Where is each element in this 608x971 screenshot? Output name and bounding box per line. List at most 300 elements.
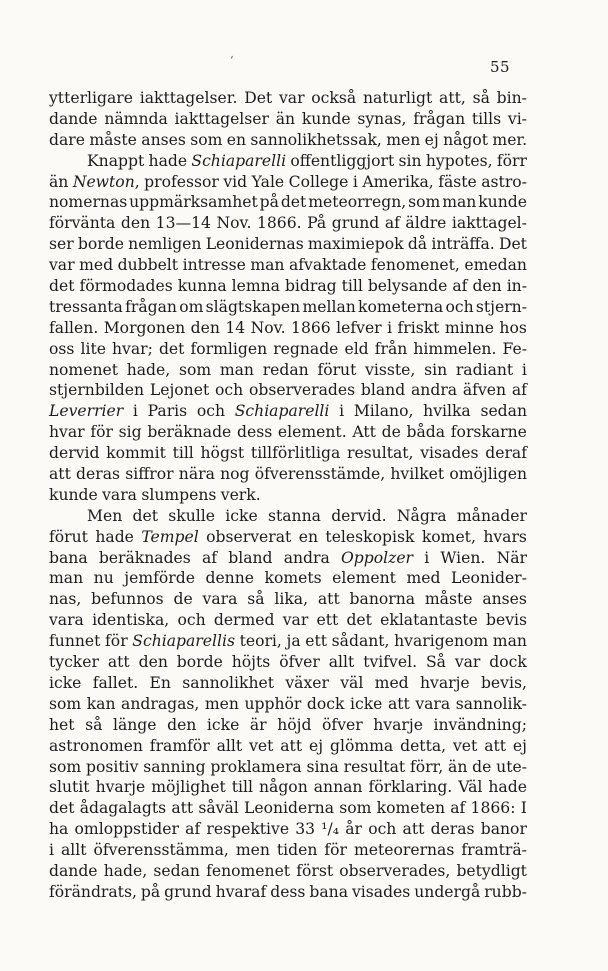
word: det — [346, 611, 372, 630]
word: förändrats, — [49, 882, 137, 901]
word: från — [374, 339, 408, 358]
text-line — [49, 777, 527, 798]
word: förut — [49, 527, 88, 546]
word: och — [445, 297, 474, 316]
word: af — [450, 799, 466, 818]
word: denne — [205, 569, 254, 588]
word: Schiaparelli — [191, 151, 287, 170]
word: maximiepok — [307, 235, 404, 254]
text-line — [49, 297, 527, 318]
word: het — [49, 715, 75, 734]
text-line — [49, 715, 527, 736]
word: 33 — [295, 820, 316, 839]
word: grund — [164, 882, 212, 901]
word: iakttagel- — [451, 214, 527, 233]
word: öfver — [322, 715, 363, 734]
word: sig — [118, 423, 142, 442]
page-number: 55 — [490, 58, 511, 76]
word: verk. — [220, 485, 261, 504]
word: än — [448, 757, 468, 776]
text-line — [49, 568, 527, 589]
word: var — [49, 256, 75, 275]
word: länge — [112, 715, 157, 734]
word: i — [521, 360, 527, 379]
word: det — [49, 799, 75, 818]
text-line — [49, 610, 527, 631]
word: hvarigenom — [394, 632, 489, 651]
word: dande — [49, 109, 98, 128]
word: radiant — [455, 360, 514, 379]
word: lefver — [336, 318, 382, 337]
print-mark: ‘ — [230, 54, 234, 67]
word: också — [311, 89, 357, 107]
word: förmodades — [79, 277, 173, 296]
word: deras — [76, 465, 121, 484]
word: himmelen. — [413, 339, 497, 358]
word: de — [381, 423, 401, 442]
word: förr — [496, 151, 527, 170]
word: man — [250, 256, 285, 275]
word: till — [341, 277, 363, 296]
word: och — [368, 820, 397, 839]
word: hvar; — [112, 339, 153, 358]
word: om — [179, 297, 204, 316]
word: bevis, — [480, 673, 527, 692]
text-line — [49, 443, 527, 464]
word: allt — [328, 653, 355, 672]
word: uppmärksamhet — [129, 193, 258, 212]
word: meteorregn, — [308, 193, 407, 212]
word: bidrag — [284, 277, 337, 296]
word: slutit — [49, 778, 90, 797]
word: forskarne — [450, 423, 527, 442]
word: glömma — [329, 736, 394, 755]
word: först — [296, 861, 334, 880]
text-line — [49, 527, 527, 548]
word: iakttagelser — [174, 109, 269, 128]
text-line — [49, 276, 527, 297]
text-line — [49, 255, 527, 276]
word: i — [424, 548, 430, 567]
word: Morgonen — [103, 318, 186, 337]
word: upphör — [244, 694, 302, 713]
word: Newton, — [72, 172, 140, 191]
word: fallen. — [49, 318, 99, 337]
word: öfverensstämma, — [93, 841, 229, 860]
word: synas, — [357, 109, 407, 128]
text-line — [49, 192, 527, 213]
word: tills — [471, 109, 502, 128]
word: för — [105, 632, 128, 651]
word: minne — [444, 318, 494, 337]
word: förut — [317, 360, 357, 379]
word: hade — [95, 527, 134, 546]
word: mellan — [302, 297, 356, 316]
text-line — [49, 109, 527, 130]
word: astro- — [481, 172, 527, 191]
word: icke — [350, 694, 383, 713]
word: hypotes, — [425, 151, 493, 170]
word: kunde — [478, 193, 527, 212]
word: astronomen — [49, 736, 143, 755]
word: dande — [49, 861, 98, 880]
word: hvarje — [373, 715, 423, 734]
word: sanning — [143, 757, 206, 776]
word: som — [49, 694, 82, 713]
word: att, — [439, 89, 466, 107]
word: att — [317, 590, 340, 609]
word: omloppstider — [74, 820, 179, 839]
word: hvarje — [419, 673, 470, 692]
word: bana — [49, 548, 88, 567]
word: belysande — [367, 277, 448, 296]
word: eld — [344, 339, 369, 358]
word: dervid — [49, 444, 100, 463]
word: som — [190, 130, 223, 149]
word: stanna — [267, 506, 321, 525]
word: som — [339, 799, 372, 818]
word: att — [484, 736, 507, 755]
word: En — [149, 673, 171, 692]
word: Tempel — [141, 527, 199, 546]
word: dock — [489, 653, 527, 672]
word: grund — [331, 214, 380, 233]
word: i — [132, 402, 138, 421]
word: kommit — [106, 444, 166, 463]
word: fenomenet — [206, 861, 291, 880]
word: beräknades — [98, 548, 191, 567]
word: vara — [415, 694, 451, 713]
text-line — [49, 757, 527, 778]
text-line — [49, 882, 527, 903]
word: och — [177, 611, 206, 630]
word: nog — [220, 465, 250, 484]
word: sin — [424, 360, 448, 379]
text-line — [49, 213, 527, 234]
word: observerades, — [339, 861, 451, 880]
word: På — [307, 214, 327, 233]
word: hade — [148, 151, 188, 170]
word: de — [173, 590, 193, 609]
word: tillförlitliga — [250, 444, 341, 463]
word: inträffa. — [431, 235, 495, 254]
word: stjernbilden — [49, 381, 145, 400]
word: bland — [228, 548, 273, 567]
word: College — [288, 172, 349, 191]
word: element. — [277, 423, 347, 442]
word: vara — [49, 611, 84, 630]
word: Knappt — [87, 151, 145, 170]
word: ej — [512, 736, 527, 755]
word: månader — [456, 506, 527, 525]
word: visste, — [365, 360, 416, 379]
word: observerades — [249, 381, 356, 400]
word: dermed — [213, 611, 275, 630]
word: undergå — [414, 882, 481, 901]
word: ute- — [496, 757, 527, 776]
word: Schiaparellis — [132, 632, 235, 651]
word: resultat, — [346, 444, 414, 463]
text-line — [49, 736, 527, 757]
word: lika, — [274, 590, 309, 609]
word: man — [492, 632, 527, 651]
word: ej — [424, 130, 439, 149]
word: komets — [264, 569, 322, 588]
word: Att — [352, 423, 376, 442]
word: i — [352, 172, 358, 191]
word: till — [172, 444, 194, 463]
word: eklatantaste — [380, 611, 478, 630]
word: dess — [237, 423, 273, 442]
word: Schiaparelli — [234, 402, 330, 421]
word: respektive — [206, 820, 290, 839]
word: så — [85, 715, 103, 734]
word: oss — [49, 339, 75, 358]
word: förr, — [409, 757, 444, 776]
word: 1866 — [291, 318, 331, 337]
word: för — [90, 423, 113, 442]
word: Några — [396, 506, 447, 525]
word: fäste — [438, 172, 477, 191]
word: lite — [80, 339, 106, 358]
word: 14 — [225, 318, 246, 337]
word: professor — [144, 172, 219, 191]
word: som — [408, 193, 441, 212]
word: det — [158, 339, 185, 358]
word: visades — [351, 882, 411, 901]
word: den — [138, 653, 168, 672]
word: man — [442, 193, 477, 212]
word: anses — [141, 130, 186, 149]
word: frågan — [125, 297, 177, 316]
text-line — [49, 422, 527, 443]
word: hade, — [103, 861, 148, 880]
word: är — [249, 715, 267, 734]
word: omöjligen — [449, 465, 527, 484]
word: slägtskapen — [205, 297, 301, 316]
text-line — [49, 234, 527, 255]
word: höjts — [231, 653, 271, 672]
word: Så — [425, 653, 446, 672]
word: iakttagelser. — [139, 89, 238, 107]
word: annan — [313, 778, 363, 797]
word: att — [280, 736, 303, 755]
word: borde — [77, 235, 124, 254]
word: teleskopisk — [325, 527, 415, 546]
word: att — [402, 820, 425, 839]
word: andra — [411, 381, 458, 400]
word: andragas, — [121, 694, 200, 713]
word: så — [247, 590, 265, 609]
text-line — [49, 631, 527, 652]
text-line — [49, 506, 527, 527]
word: ådagalagts — [79, 799, 167, 818]
word: än — [275, 109, 296, 128]
word: icke — [206, 715, 240, 734]
word: hvilka — [423, 402, 471, 421]
word: i — [387, 318, 393, 337]
word: hvarje — [95, 778, 146, 797]
word: komet, — [421, 527, 476, 546]
word: allt — [216, 736, 243, 755]
word: mer. — [492, 130, 528, 149]
word: Oppolzer — [340, 548, 414, 567]
word: hade — [488, 778, 527, 797]
word: af — [511, 381, 527, 400]
word: kometerna — [358, 297, 444, 316]
word: att — [49, 465, 71, 484]
word: att — [387, 694, 410, 713]
word: men — [386, 130, 421, 149]
word: 1866. — [256, 214, 302, 233]
word: måste — [424, 590, 473, 609]
word: man — [49, 569, 84, 588]
word: af — [384, 214, 400, 233]
text-line — [49, 401, 527, 422]
word: sina — [306, 757, 339, 776]
word: vi- — [507, 109, 527, 128]
word: banorna — [349, 590, 416, 609]
word: tycker — [49, 653, 99, 672]
word: Wien. — [440, 548, 486, 567]
word: sedan — [480, 402, 527, 421]
word: som — [49, 757, 82, 776]
word: de — [472, 757, 492, 776]
word: vara — [102, 485, 137, 504]
word: Nov. — [250, 318, 286, 337]
word: bin- — [496, 89, 527, 107]
word: framträ- — [461, 841, 527, 860]
word: förvänta — [49, 214, 116, 233]
word: var — [282, 611, 309, 630]
word: kunde — [49, 485, 98, 504]
word: Men — [87, 506, 123, 525]
text-line — [49, 798, 527, 819]
word: fenomenet, — [370, 256, 460, 275]
word: kunna — [177, 277, 227, 296]
word: resultat — [343, 757, 406, 776]
word: till — [231, 778, 253, 797]
word: kunde — [301, 109, 351, 128]
word: formligen — [190, 339, 268, 358]
word: såväl — [198, 799, 239, 818]
word: någon — [258, 778, 308, 797]
word: positiv — [85, 757, 139, 776]
word: den — [472, 277, 502, 296]
word: icke — [49, 673, 82, 692]
word: då — [407, 235, 428, 254]
word: frågan — [413, 109, 466, 128]
word: båda — [406, 423, 446, 442]
word: som — [178, 360, 212, 379]
word: Paris — [147, 402, 188, 421]
word: invändning; — [433, 715, 527, 734]
word: äfven — [462, 381, 507, 400]
word: När — [496, 548, 527, 567]
word: dubbelt — [117, 256, 179, 275]
word: skulle — [168, 506, 215, 525]
word: dess — [270, 882, 306, 901]
word: allt — [60, 841, 87, 860]
word: den — [120, 214, 151, 233]
word: af — [452, 277, 468, 296]
word: Milano, — [353, 402, 414, 421]
text-line — [49, 130, 527, 151]
word: observerat — [206, 527, 292, 546]
body-text — [49, 88, 527, 903]
word: och — [196, 402, 226, 421]
word: Fe- — [502, 339, 527, 358]
word: element — [332, 569, 396, 588]
word: visades — [420, 444, 479, 463]
word: emedan — [464, 256, 527, 275]
word: dock — [306, 694, 345, 713]
word: en — [226, 130, 247, 149]
word: Leverrier — [49, 402, 124, 421]
word: Väl — [458, 778, 483, 797]
word: naturligt — [362, 89, 433, 107]
word: friskt — [397, 318, 440, 337]
word: Det — [498, 235, 527, 254]
text-line — [49, 380, 527, 401]
word: nas, — [49, 590, 82, 609]
word: väl — [340, 673, 364, 692]
word: detta, — [400, 736, 447, 755]
word: hvar — [49, 423, 85, 442]
word: fallet. — [92, 673, 139, 692]
word: sannolikhet — [182, 673, 275, 692]
word: funnet — [49, 632, 101, 651]
word: men — [204, 694, 239, 713]
word: I — [520, 799, 527, 818]
word: ja — [286, 632, 301, 651]
word: högst — [200, 444, 245, 463]
word: Leonidernas — [205, 235, 304, 254]
word: ej — [309, 736, 324, 755]
word: det — [280, 193, 307, 212]
word: tiden — [276, 841, 318, 860]
text-line — [49, 339, 527, 360]
word: deras — [430, 820, 475, 839]
word: kan — [86, 694, 116, 713]
word: den — [167, 715, 197, 734]
word: vet — [249, 736, 274, 755]
word: med — [406, 569, 441, 588]
word: beräknade — [147, 423, 232, 442]
word: ha — [49, 820, 69, 839]
word: Leonider- — [450, 569, 527, 588]
word: Det — [244, 89, 273, 107]
word: ¹/₄ — [321, 820, 340, 839]
word: regnade — [273, 339, 339, 358]
word: slumpens — [141, 485, 217, 504]
word: hvaraf — [215, 882, 267, 901]
word: ytterligare — [49, 89, 133, 107]
text-line — [49, 819, 527, 840]
text-line — [49, 652, 527, 673]
word: sedan — [153, 861, 200, 880]
word: lemna — [231, 277, 280, 296]
word: nomenet — [49, 360, 118, 379]
word: det — [132, 506, 159, 525]
word: afvaktade — [288, 256, 367, 275]
word: rubb- — [484, 882, 527, 901]
text-line — [49, 589, 527, 610]
word: äldre — [405, 214, 447, 233]
word: växer — [285, 673, 329, 692]
word: vara — [202, 590, 238, 609]
word: måste — [89, 130, 137, 149]
